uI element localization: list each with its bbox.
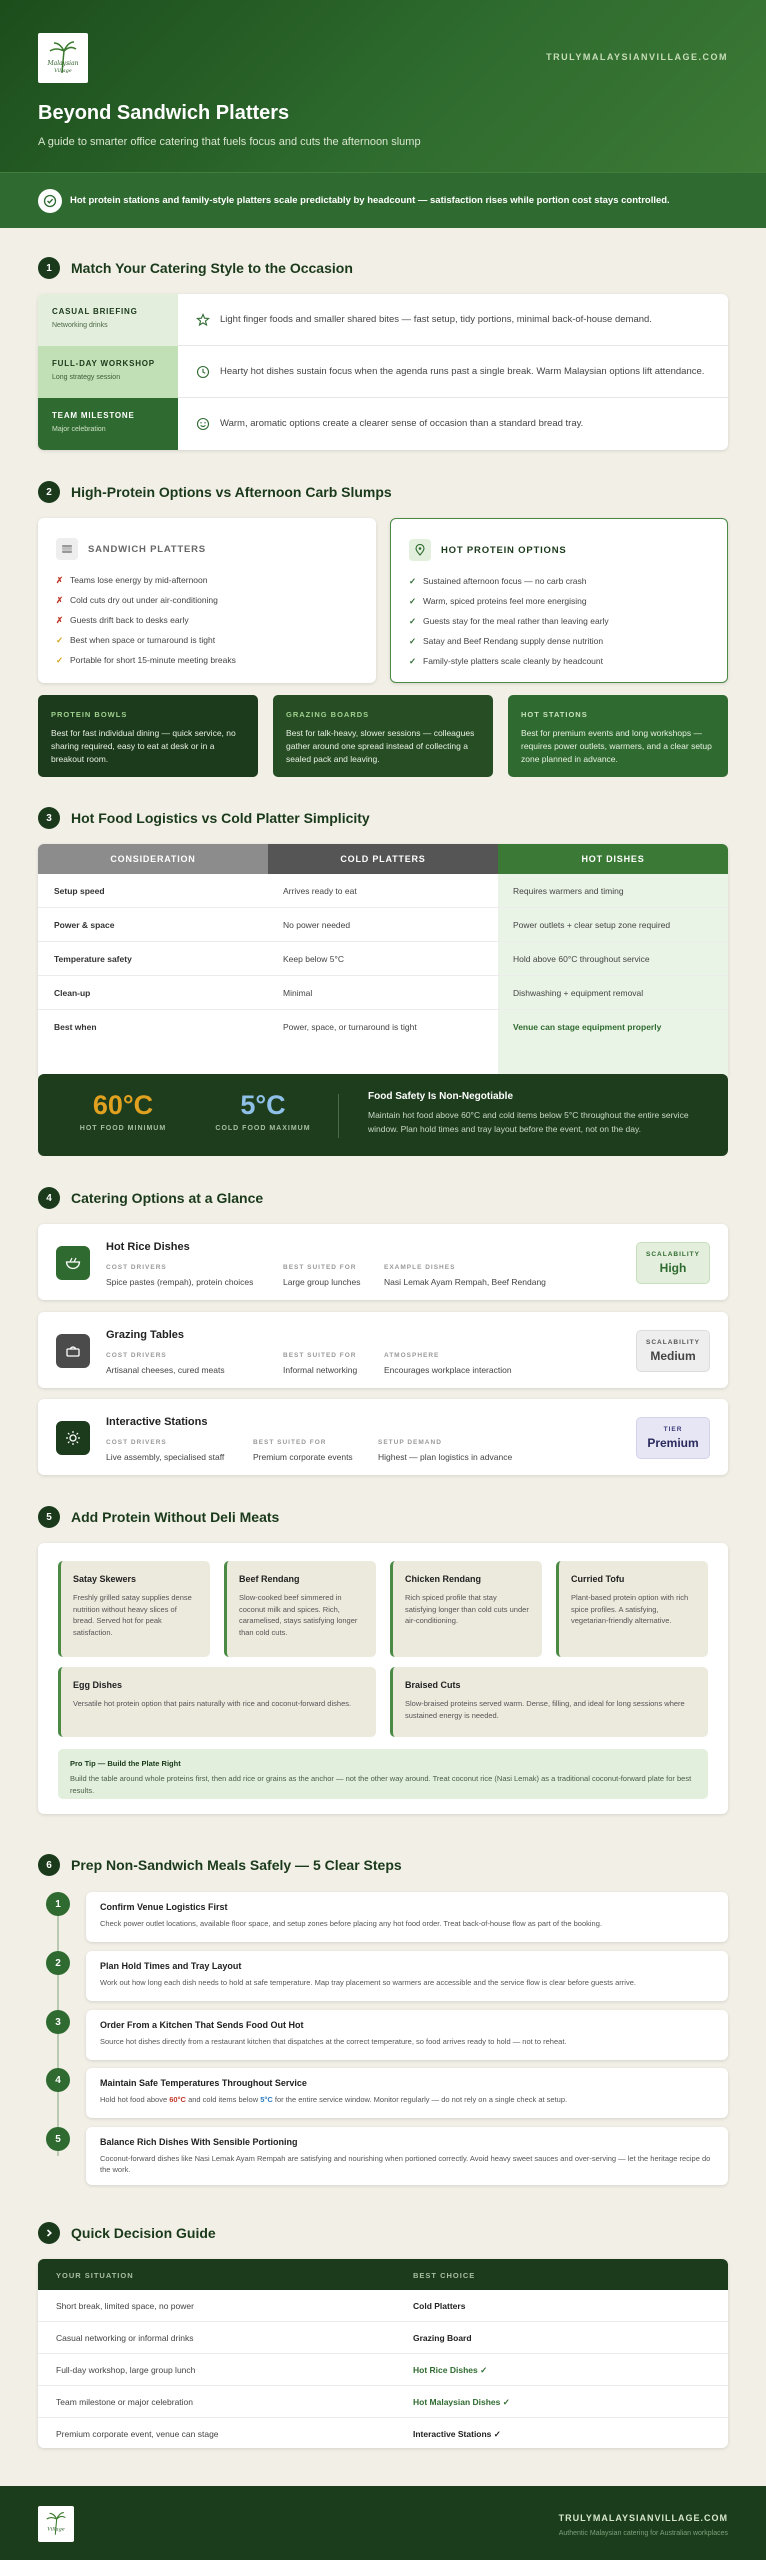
card-title: HOT PROTEIN OPTIONS — [441, 544, 567, 556]
list-item — [409, 576, 586, 587]
step-title: Confirm Venue Logistics First — [100, 1902, 228, 1912]
option-card-interactive — [38, 1399, 728, 1475]
pro-tip — [58, 1749, 708, 1799]
occasion-title: FULL-DAY WORKSHOP — [52, 359, 155, 368]
table-header: HOT DISHES — [498, 844, 728, 874]
svg-text:Village: Village — [47, 2526, 65, 2533]
grazing-boards-card — [273, 695, 493, 777]
header-choice: BEST CHOICE — [413, 2271, 476, 2280]
step-number: 3 — [46, 2010, 70, 2034]
step-card — [86, 2127, 728, 2185]
step-text: Source hot dishes directly from a restaurant kitchen that dispatches at the correct temperature, so food arrives ready to hold — not to reheat. — [100, 2037, 567, 2046]
table-row — [38, 2290, 728, 2322]
occasion-row — [38, 294, 728, 346]
table-cell: Power, space, or turnaround is tight — [283, 1022, 417, 1032]
check-icon: ✓ — [409, 616, 417, 626]
choice-cell: Cold Platters — [413, 2301, 466, 2311]
option-key: COST DRIVERS — [106, 1352, 167, 1359]
table-row — [38, 2354, 728, 2386]
section-7-heading — [38, 2221, 216, 2245]
section-number: 5 — [38, 1506, 60, 1528]
hot-temp-label: HOT FOOD MINIMUM — [79, 1125, 167, 1132]
banner-text: Hot protein stations and family-style platters scale predictably by headcount — satisfaction rises while portion cost stays controlled. — [70, 195, 670, 206]
footer — [0, 2486, 766, 2560]
section-4-heading — [38, 1186, 263, 1210]
badge-label: SCALABILITY — [646, 1339, 700, 1346]
occasion-label — [38, 398, 178, 450]
option-value: Spice pastes (rempah), protein choices — [106, 1277, 254, 1287]
sandwich-platters-card — [38, 518, 376, 683]
card-title: HOT STATIONS — [521, 710, 588, 719]
section-title: Add Protein Without Deli Meats — [71, 1509, 280, 1525]
choice-cell: Hot Malaysian Dishes ✓ — [413, 2397, 510, 2407]
hot-stations-card — [508, 695, 728, 777]
hot-temp-value: 60°C — [92, 1090, 154, 1120]
card-header — [56, 538, 206, 560]
protein-card — [224, 1561, 376, 1657]
cross-icon: ✗ — [56, 615, 64, 625]
table-row — [38, 2418, 728, 2448]
option-title: Interactive Stations — [106, 1416, 208, 1428]
card-header — [409, 539, 567, 561]
step-card — [86, 2010, 728, 2060]
badge-value: Medium — [650, 1349, 696, 1363]
protein-card — [390, 1561, 542, 1657]
divider — [338, 1094, 339, 1138]
badge-value: Premium — [647, 1436, 699, 1450]
option-title: Grazing Tables — [106, 1329, 185, 1341]
palm-logo-icon — [41, 2509, 71, 2539]
list-item — [56, 635, 215, 646]
card-text: Best for premium events and long workshops — requires power outlets, warmers, and a clear setup zone planned in advance. — [521, 728, 712, 764]
table-header: CONSIDERATION — [38, 844, 268, 874]
option-value: Informal networking — [283, 1365, 358, 1375]
section-title: Match Your Catering Style to the Occasion — [71, 260, 353, 276]
step-number: 5 — [46, 2127, 70, 2151]
option-value: Encourages workplace interaction — [384, 1365, 512, 1375]
scalability-badge — [636, 1330, 710, 1372]
occasion-style-card — [38, 294, 728, 450]
protein-text: Slow-cooked beef simmered in coconut milk and spices. Rich, caramelised, stays satisfying longer than cold cuts. — [239, 1593, 358, 1637]
table-cell: Hold above 60°C throughout service — [513, 954, 650, 964]
check-icon: ✓ — [409, 596, 417, 606]
choice-cell: Grazing Board — [413, 2333, 472, 2343]
list-item — [409, 656, 603, 667]
section-6-heading — [38, 1853, 402, 1877]
card-title: PROTEIN BOWLS — [51, 710, 128, 719]
step-title: Plan Hold Times and Tray Layout — [100, 1961, 242, 1971]
section-2-heading — [38, 480, 392, 504]
protein-bowls-card — [38, 695, 258, 777]
svg-text:Village: Village — [54, 68, 72, 74]
table-cell: No power needed — [283, 920, 351, 930]
cold-temp-label: COLD FOOD MAXIMUM — [215, 1125, 311, 1132]
cross-icon: ✗ — [56, 595, 64, 605]
board-icon — [56, 1334, 90, 1368]
section-number: 6 — [38, 1854, 60, 1876]
footer-tagline: Authentic Malaysian catering for Australian workplaces — [558, 2530, 728, 2537]
check-icon: ✓ — [409, 576, 417, 586]
table-row — [38, 2386, 728, 2418]
option-key: BEST SUITED FOR — [253, 1439, 327, 1446]
card-text: Best for fast individual dining — quick service, no sharing required, easy to eat at desk or in a breakout room. — [51, 728, 236, 764]
check-icon: ✓ — [409, 636, 417, 646]
option-key: BEST SUITED FOR — [283, 1264, 357, 1271]
protein-text: Plant-based protein option with rich spice profiles. A satisfying, vegetarian-friendly alternative. — [571, 1593, 689, 1625]
occasion-description: Light finger foods and smaller shared bites — fast setup, tidy portions, minimal back-of-house demand. — [220, 314, 652, 325]
section-5-heading — [38, 1505, 279, 1529]
section-title: Quick Decision Guide — [71, 2225, 216, 2241]
section-title: Prep Non-Sandwich Meals Safely — 5 Clear Steps — [71, 1857, 402, 1873]
section-number: 3 — [38, 807, 60, 829]
protein-card — [58, 1667, 376, 1737]
step-card — [86, 1951, 728, 2001]
step-number: 2 — [46, 1951, 70, 1975]
list-text: Sustained afternoon focus — no carb crash — [423, 576, 587, 586]
section-number: 2 — [38, 481, 60, 503]
step-number: 4 — [46, 2068, 70, 2092]
section-title: High-Protein Options vs Afternoon Carb Slumps — [71, 484, 392, 500]
step-title: Order From a Kitchen That Sends Food Out Hot — [100, 2020, 304, 2030]
list-item — [56, 575, 208, 586]
safety-title: Food Safety Is Non-Negotiable — [368, 1091, 514, 1102]
section-1-heading — [38, 256, 353, 280]
protein-title: Egg Dishes — [73, 1680, 123, 1690]
table-cell: Venue can stage equipment properly — [513, 1022, 662, 1032]
pin-icon — [409, 539, 431, 561]
hero-header — [0, 0, 766, 172]
option-key: COST DRIVERS — [106, 1439, 167, 1446]
tier-badge — [636, 1417, 710, 1459]
section-title: Catering Options at a Glance — [71, 1190, 264, 1206]
decision-guide-table — [38, 2259, 728, 2448]
card-text: Best for talk-heavy, slower sessions — colleagues gather around one spread instead of collecting a sealed pack and leaving. — [286, 728, 475, 764]
option-key: COST DRIVERS — [106, 1264, 167, 1271]
step-text: Check power outlet locations, available floor space, and setup zones before placing any hot food order. Treat back-of-house flow as part of the booking. — [100, 1919, 602, 1928]
protein-cards-panel — [38, 1543, 728, 1814]
table-cell: Arrives ready to eat — [283, 886, 357, 896]
logo[interactable] — [38, 33, 88, 83]
table-cell: Keep below 5°C — [283, 954, 345, 964]
page-subtitle: A guide to smarter office catering that fuels focus and cuts the afternoon slump — [38, 136, 421, 148]
list-item — [409, 616, 609, 627]
table-row — [38, 908, 728, 942]
badge-value: High — [659, 1261, 687, 1275]
step-card — [86, 1892, 728, 1942]
list-text: Warm, spiced proteins feel more energising — [423, 596, 587, 606]
situation-cell: Short break, limited space, no power — [56, 2301, 194, 2311]
step-text: Hold hot food above 60°C and cold items below 5°C for the entire service window. Monitor regularly — do not rely on a single check at setup. — [100, 2095, 568, 2104]
protein-text: Freshly grilled satay supplies dense nutrition without heavy slices of bread. Served hot for peak satisfaction. — [73, 1593, 192, 1637]
table-cell: Best when — [54, 1022, 97, 1032]
chevron-right-icon — [38, 2222, 60, 2244]
clock-icon — [196, 365, 210, 384]
hot-protein-card — [390, 518, 728, 683]
choice-cell: Hot Rice Dishes ✓ — [413, 2365, 488, 2375]
step-title: Maintain Safe Temperatures Throughout Service — [100, 2078, 307, 2088]
safety-text: Maintain hot food above 60°C and cold items below 5°C throughout the entire service window. Plan hold times and tray layout before the event, not on the day. — [368, 1110, 689, 1134]
table-header: COLD PLATTERS — [268, 844, 498, 874]
step-number: 1 — [46, 1892, 70, 1916]
occasion-label — [38, 294, 178, 346]
section-3-heading — [38, 806, 370, 830]
cold-temp-value: 5°C — [240, 1090, 286, 1120]
option-value: Highest — plan logistics in advance — [378, 1452, 513, 1462]
option-title: Hot Rice Dishes — [106, 1241, 190, 1253]
smile-icon — [196, 417, 210, 436]
tip-title: Pro Tip — Build the Plate Right — [70, 1759, 181, 1768]
list-text: Satay and Beef Rendang supply dense nutrition — [423, 636, 604, 646]
occasion-label — [38, 346, 178, 398]
protein-title: Satay Skewers — [73, 1574, 137, 1584]
palm-logo-icon — [42, 37, 84, 79]
table-header — [38, 2259, 728, 2290]
protein-text: Versatile hot protein option that pairs naturally with rice and coconut-forward dishes. — [73, 1699, 352, 1708]
protein-title: Braised Cuts — [405, 1680, 461, 1690]
sandwich-icon — [56, 538, 78, 560]
occasion-sub: Major celebration — [52, 426, 106, 433]
section-number: 1 — [38, 257, 60, 279]
svg-text:Malaysian: Malaysian — [47, 60, 79, 67]
situation-cell: Casual networking or informal drinks — [56, 2333, 194, 2343]
occasion-row — [38, 398, 728, 450]
option-value: Live assembly, specialised staff — [106, 1452, 225, 1462]
protein-text: Slow-braised proteins served warm. Dense, filling, and ideal for long sessions where sustained energy is needed. — [405, 1699, 685, 1720]
occasion-title: TEAM MILESTONE — [52, 411, 135, 420]
temperature-panel — [38, 1074, 728, 1156]
check-icon: ✓ — [56, 635, 64, 645]
check-icon: ✓ — [409, 656, 417, 666]
option-key: SETUP DEMAND — [378, 1439, 442, 1446]
logistics-table — [38, 844, 728, 1076]
occasion-description: Hearty hot dishes sustain focus when the agenda runs past a single break. Warm Malaysian options lift attendance. — [220, 366, 705, 377]
step-text: Work out how long each dish needs to hold at safe temperature. Map tray placement so warmers are accessible and the service flow is clear before guests arrive. — [100, 1978, 636, 1987]
list-item — [409, 636, 603, 647]
table-cell: Temperature safety — [54, 954, 132, 964]
hot-temp-stat — [58, 1090, 188, 1132]
cold-temp-stat — [198, 1090, 328, 1132]
star-icon — [196, 313, 210, 332]
scalability-badge — [636, 1242, 710, 1284]
table-row — [38, 2322, 728, 2354]
occasion-description: Warm, aromatic options create a clearer sense of occasion than a standard bread tray. — [220, 418, 584, 429]
option-key: BEST SUITED FOR — [283, 1352, 357, 1359]
option-card-hot-rice — [38, 1224, 728, 1300]
badge-label: SCALABILITY — [646, 1251, 700, 1258]
list-text: Portable for short 15-minute meeting breaks — [70, 655, 236, 665]
badge-label: TIER — [663, 1426, 683, 1433]
situation-cell: Full-day workshop, large group lunch — [56, 2365, 196, 2375]
list-text: Teams lose energy by mid-afternoon — [70, 575, 208, 585]
option-value: Nasi Lemak Ayam Rempah, Beef Rendang — [384, 1277, 546, 1287]
option-value: Premium corporate events — [253, 1452, 353, 1462]
protein-title: Chicken Rendang — [405, 1574, 482, 1584]
occasion-row — [38, 346, 728, 398]
list-text: Best when space or turnaround is tight — [70, 635, 216, 645]
option-card-grazing — [38, 1312, 728, 1388]
cross-icon: ✗ — [56, 575, 64, 585]
footer-url-link[interactable]: TRULYMALAYSIANVILLAGE.COM — [558, 2513, 728, 2523]
situation-cell: Team milestone or major celebration — [56, 2397, 194, 2407]
protein-card — [556, 1561, 708, 1657]
list-item — [56, 615, 189, 626]
sun-icon — [56, 1421, 90, 1455]
table-cell: Minimal — [283, 988, 313, 998]
header-situation: YOUR SITUATION — [56, 2271, 134, 2280]
situation-cell: Premium corporate event, venue can stage — [56, 2429, 219, 2439]
bowl-icon — [56, 1246, 90, 1280]
step-text: Coconut-forward dishes like Nasi Lemak Ayam Rempah are satisfying and nourishing when portioned correctly. Avoid heavy sweet sauces and over-serving — let the heritage recipe do the work. — [100, 2154, 711, 2174]
section-title: Hot Food Logistics vs Cold Platter Simplicity — [71, 810, 370, 826]
target-icon — [38, 189, 62, 213]
page-title: Beyond Sandwich Platters — [38, 102, 290, 124]
choice-cell: Interactive Stations ✓ — [413, 2429, 501, 2439]
key-insight-banner — [0, 172, 766, 228]
option-value: Large group lunches — [283, 1277, 361, 1287]
protein-card — [58, 1561, 210, 1657]
table-cell: Requires warmers and timing — [513, 886, 624, 896]
list-text: Family-style platters scale cleanly by headcount — [423, 656, 603, 666]
list-item — [56, 595, 218, 606]
protein-card — [390, 1667, 708, 1737]
table-cell: Clean-up — [54, 988, 91, 998]
step-title: Balance Rich Dishes With Sensible Portioning — [100, 2137, 298, 2147]
check-icon: ✓ — [56, 655, 64, 665]
list-text: Guests drift back to desks early — [70, 615, 189, 625]
table-row — [38, 976, 728, 1010]
tip-text: Build the table around whole proteins first, then add rice or grains as the anchor — not the other way around. Treat coconut rice (Nasi Lemak) as a traditional coconut-forward plate for best results. — [70, 1774, 692, 1795]
site-url-link[interactable]: TRULYMALAYSIANVILLAGE.COM — [546, 52, 728, 62]
card-title: GRAZING BOARDS — [286, 710, 370, 719]
section-number: 4 — [38, 1187, 60, 1209]
option-key: EXAMPLE DISHES — [384, 1264, 456, 1271]
table-cell: Power & space — [54, 920, 115, 930]
table-row — [38, 874, 728, 908]
option-value: Artisanal cheeses, cured meats — [106, 1365, 225, 1375]
table-row — [38, 1010, 728, 1044]
protein-text: Rich spiced profile that stay satisfying longer than cold cuts under air-conditioning. — [405, 1593, 529, 1625]
list-item — [409, 596, 587, 607]
step-card — [86, 2068, 728, 2118]
occasion-title: CASUAL BRIEFING — [52, 307, 138, 316]
table-cell: Setup speed — [54, 886, 105, 896]
list-text: Cold cuts dry out under air-conditioning — [70, 595, 218, 605]
protein-title: Beef Rendang — [239, 1574, 300, 1584]
protein-title: Curried Tofu — [571, 1574, 625, 1584]
card-title: SANDWICH PLATTERS — [88, 543, 206, 555]
option-key: ATMOSPHERE — [384, 1352, 440, 1359]
occasion-sub: Networking drinks — [52, 322, 108, 329]
table-row — [38, 942, 728, 976]
table-cell: Power outlets + clear setup zone required — [513, 920, 671, 930]
list-item — [56, 655, 236, 666]
table-cell: Dishwashing + equipment removal — [513, 988, 644, 998]
footer-logo[interactable] — [38, 2506, 74, 2542]
occasion-sub: Long strategy session — [52, 374, 121, 381]
list-text: Guests stay for the meal rather than leaving early — [423, 616, 609, 626]
